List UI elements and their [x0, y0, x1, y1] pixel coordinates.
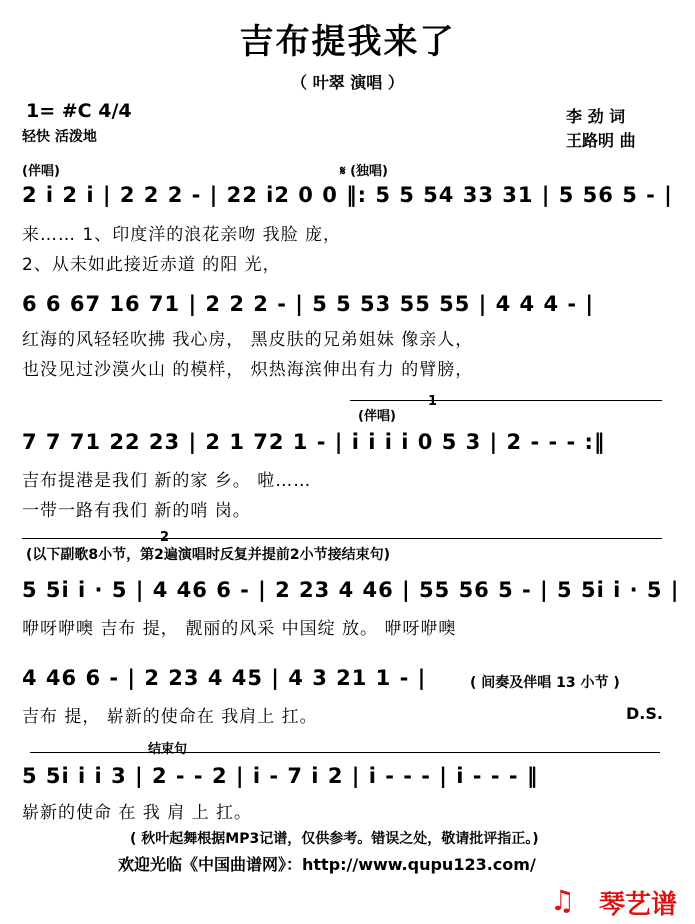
tempo-marking: 轻快 活泼地 [22, 129, 97, 145]
disclaimer-text: ( 秋叶起舞根据MP3记谱，仅供参考。错误之处，敬请批评指正。) [130, 831, 539, 847]
chorus-instruction: (以下副歌8小节，第2遍演唱时反复并提前2小节接结束句) [26, 547, 391, 563]
notation-row-5: 4 46 6 - | 2 23 4 45 | 4 3 21 1 - | [22, 666, 427, 690]
accompaniment-label: (伴唱) [22, 164, 60, 179]
notation-row-3: 7 7 71 22 23 | 2 1 72 1 - | i i i i 0 5 3 | 2 - - - :‖ [22, 430, 606, 454]
composer-credit: 王路明 曲 [566, 131, 636, 150]
accompaniment-label-2: (伴唱) [358, 409, 396, 424]
lyrics-row-1-verse-1: 来…… 1、印度洋的浪花亲吻 我脸 庞， [22, 225, 342, 245]
volta-number-1: 1 [428, 394, 438, 409]
ending-bracket [30, 752, 660, 753]
ending-label: 结束句 [148, 742, 188, 757]
lyrics-row-1-verse-2: 2、从未如此接近赤道 的阳 光， [22, 255, 281, 275]
music-note-icon: ♫ [549, 884, 575, 917]
volta-number-2: 2 [160, 530, 170, 545]
solo-label: 𝄋 (独唱) [340, 164, 388, 179]
key-signature: 1= #C 4/4 [26, 100, 132, 122]
lyrics-row-4: 咿呀咿噢 吉布 提， 靓丽的风采 中国绽 放。 咿呀咿噢 [22, 619, 457, 639]
song-subtitle: （ 叶翠 演唱 ） [291, 73, 404, 92]
ds-marking: D.S. [626, 704, 663, 723]
lyricist-credit: 李 劲 词 [566, 107, 626, 126]
lyrics-row-2-verse-2: 也没见过沙漠火山 的模样， 炽热海滨伸出有力 的臂膀， [22, 360, 474, 380]
notation-row-1: 2 i 2 i | 2 2 2 - | 22 i2 0 0 ‖: 5 5 54 33 31 | 5 56 5 - | [22, 183, 673, 207]
lyrics-row-6: 崭新的使命 在 我 肩 上 扛。 [22, 803, 253, 823]
notation-row-2: 6 6 67 16 71 | 2 2 2 - | 5 5 53 55 55 | 4 4 4 - | [22, 292, 595, 316]
site-logo: 琴艺谱 [598, 890, 677, 920]
volta-bracket-2 [22, 538, 662, 539]
lyrics-row-3-verse-2: 一带一路有我们 新的哨 岗。 [22, 501, 251, 521]
lyrics-row-2-verse-1: 红海的风轻轻吹拂 我心房， 黑皮肤的兄弟姐妹 像亲人， [22, 330, 474, 350]
notation-row-6: 5 5i i i 3 | 2 - - 2 | i - 7 i 2 | i - - - | i - - - ‖ [22, 764, 539, 788]
notation-row-4: 5 5i i · 5 | 4 46 6 - | 2 23 4 46 | 55 56 5 - | 5 5i i · 5 | [22, 578, 680, 602]
lyrics-row-3-verse-1: 吉布提港是我们 新的家 乡。 啦…… [22, 471, 312, 491]
website-link[interactable]: 欢迎光临《中国曲谱网》：http://www.qupu123.com/ [118, 855, 536, 874]
volta-bracket-1 [350, 400, 662, 401]
song-title: 吉布提我来了 [239, 22, 456, 62]
interlude-note: ( 间奏及伴唱 13 小节 ) [470, 675, 620, 691]
lyrics-row-5: 吉布 提， 崭新的使命在 我肩上 扛。 [22, 707, 318, 727]
